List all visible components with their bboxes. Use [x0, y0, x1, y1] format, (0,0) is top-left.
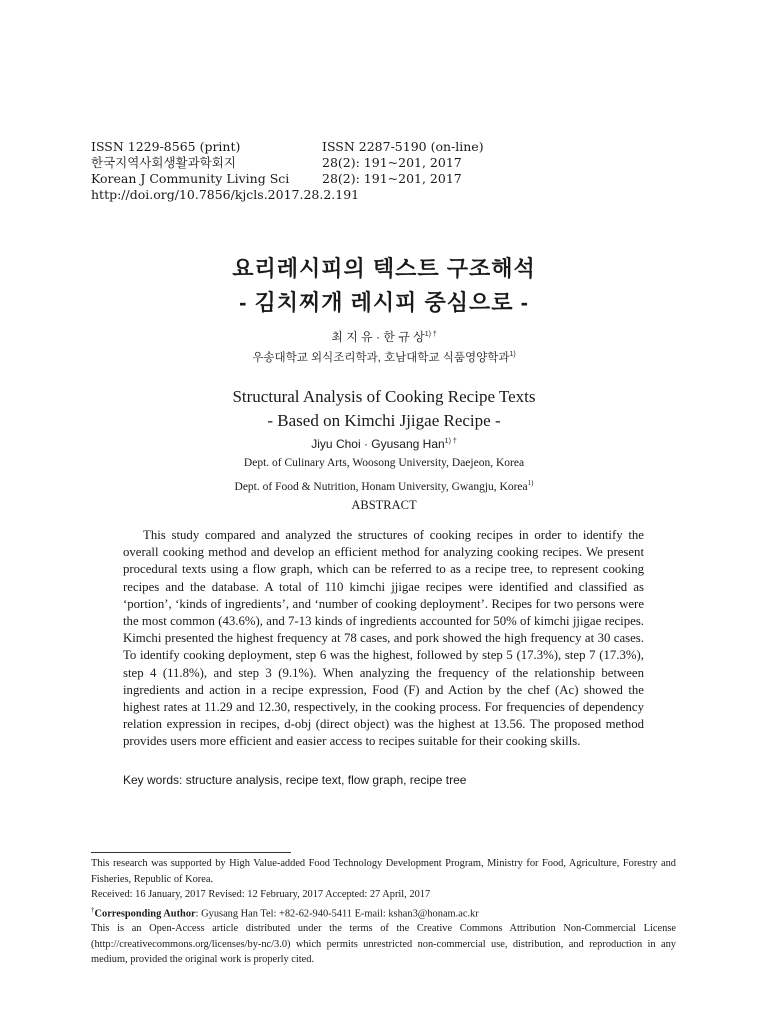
korean-title-line1: 요리레시피의 텍스트 구조해석 [232, 256, 536, 281]
english-affiliation-2: Dept. of Food & Nutrition, Honam University, Gwangju, Korea$^{1)}$ [234, 478, 534, 493]
footnote-license: This is an Open-Access article distributed under the terms of the Creative Commons Attribution Non-Commercial License (http://creativecommons.org/licenses/by-nc/3.0) which permits unrestricted non-commercial use, distribution, and reproduction in any medium, provided the original work is properly cited. [91, 923, 676, 966]
korean-affiliation: 우송대학교 외식조리학과, 호남대학교 식품영양학과$^{1)}$ [252, 351, 516, 364]
footnote-dates: Received: 16 January, 2017 Revised: 12 February, 2017 Accepted: 27 April, 2017 [91, 889, 431, 900]
title-block [0, 252, 768, 497]
doi-link[interactable]: http://doi.org/10.7856/kjcls.2017.28.2.191 [91, 187, 360, 202]
citation-2: 28(2): 191~201, 2017 [322, 171, 462, 186]
english-authors: Jiyu Choi · Gyusang Han$^{1) \dagger}$ [311, 436, 457, 451]
korean-authors: 최 지 유 · 한 규 상$^{1) \dagger}$ [331, 330, 437, 344]
citation-1: 28(2): 191~201, 2017 [322, 155, 462, 170]
keywords: Key words: structure analysis, recipe text, flow graph, recipe tree [123, 773, 467, 787]
footnote-support: This research was supported by High Value-added Food Technology Development Program, Ministry for Food, Agriculture, Forestry and Fisheries, Republic of Korea. [91, 858, 676, 885]
footnote-divider [91, 852, 291, 853]
journal-name-english: Korean J Community Living Sci [91, 171, 290, 186]
issn-print: ISSN 1229-8565 (print) [91, 139, 241, 154]
english-title-line1: Structural Analysis of Cooking Recipe Texts [232, 386, 536, 406]
english-title-line2: - Based on Kimchi Jjigae Recipe - [267, 410, 501, 430]
footnotes [91, 856, 676, 968]
english-affiliation-1: Dept. of Culinary Arts, Woosong University, Daejeon, Korea [243, 456, 525, 469]
footnote-corresponding: †Corresponding Author: Gyusang Han Tel: +82-62-940-5411 E-mail: kshan3@honam.ac.kr [91, 905, 479, 919]
issn-online: ISSN 2287-5190 (on-line) [322, 139, 484, 154]
korean-title-line2: - 김치찌개 레시피 중심으로 - [239, 290, 529, 315]
abstract-heading: ABSTRACT [351, 498, 417, 512]
journal-name-korean: 한국지역사회생활과학회지 [91, 155, 236, 170]
abstract-body: This study compared and analyzed the structures of cooking recipes in order to identify the overall cooking method and develop an efficient method for analyzing cooking recipes. We present procedural texts using a flow graph, which can be referred to as a recipe tree, to represent cooking recipes and the database. A total of 110 kimchi jjigae recipes were identified and classified as ‘portion’, ‘kinds of ingredients’, and ‘number of cooking deployment’. Recipes for two persons were the most common (43.6%), and 7-13 kinds of ingredients accounted for 50% of kimchi jjigae recipes. Kimchi presented the highest frequency at 78 cases, and pork showed the high frequency at 30 cases. To identify cooking deployment, step 6 was the highest, followed by step 5 (17.3%), step 7 (17.3%), step 4 (11.8%), and step 3 (9.1%). When analyzing the frequency of the relationship between ingredients and action in a recipe expression, Food (F) and Action by the chef (Ac) showed the highest rates at 11.29 and 12.30, respectively, in the cooking process. For frequencies of dependency relation expression in recipes, d-obj (direct object) was the highest at 13.56. The proposed method provides users more efficient and easier access to recipes suitable for their cooking skills. [123, 528, 644, 749]
